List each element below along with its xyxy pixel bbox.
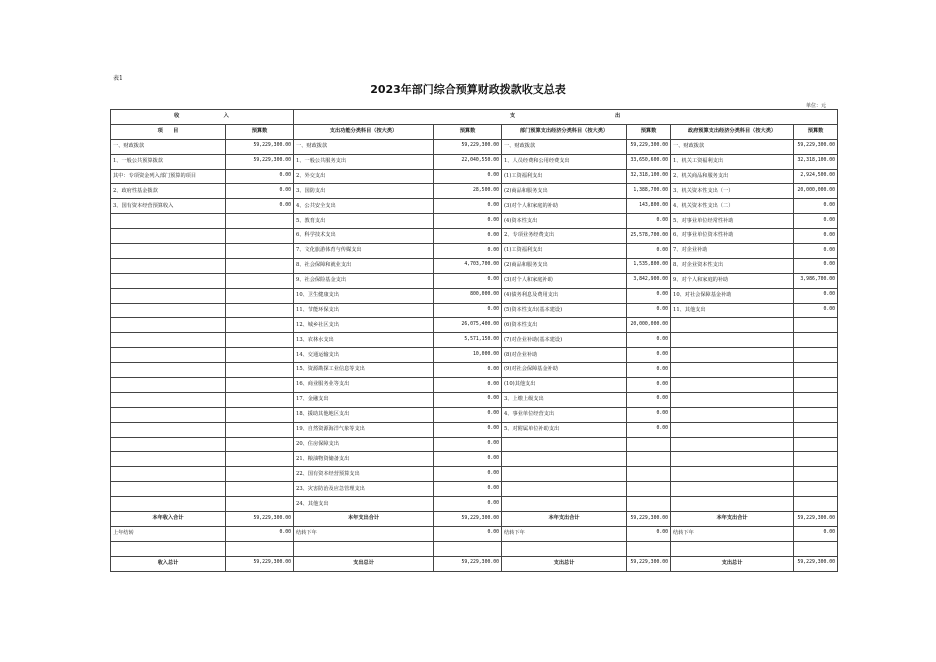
table-cell: 800,000.00	[434, 288, 502, 303]
table-cell: (7)对企业补助(基本建设)	[502, 333, 627, 348]
table-cell	[111, 392, 226, 407]
table-cell	[671, 348, 794, 363]
table-cell: 59,229,300.00	[434, 139, 502, 154]
table-cell: 0.00	[794, 244, 838, 259]
table-cell: 11、其他支出	[671, 303, 794, 318]
table-cell	[226, 348, 294, 363]
table-cell: 3,986,700.00	[794, 273, 838, 288]
table-cell: 0.00	[794, 303, 838, 318]
table-cell: 0.00	[794, 199, 838, 214]
table-row	[111, 184, 838, 199]
gov-econ-class-header: 政府预算支出经济分类科目（按大类）	[671, 124, 794, 139]
table-cell: 0.00	[434, 437, 502, 452]
table-cell	[226, 363, 294, 378]
table-row	[111, 199, 838, 214]
table-cell	[111, 363, 226, 378]
table-cell	[671, 422, 794, 437]
table-cell: 9、社会保险基金支出	[294, 273, 434, 288]
table-cell: 0.00	[434, 497, 502, 512]
table-cell: 本年支出合计	[294, 512, 434, 527]
table-cell	[794, 452, 838, 467]
table-cell: 0.00	[434, 229, 502, 244]
table-cell: 23、灾害防治及应急管理支出	[294, 482, 434, 497]
table-cell	[226, 244, 294, 259]
table-cell: 3、国防支出	[294, 184, 434, 199]
table-cell: 0.00	[627, 244, 671, 259]
table-cell: 0.00	[434, 422, 502, 437]
table-cell	[627, 482, 671, 497]
table-cell: 0.00	[627, 407, 671, 422]
table-cell	[111, 303, 226, 318]
expense-header: 支 出	[294, 110, 838, 125]
table-cell: 2,924,500.00	[794, 169, 838, 184]
table-cell: 26,075,400.00	[434, 318, 502, 333]
budget-header: 预算数	[627, 124, 671, 139]
table-cell: 28,500.00	[434, 184, 502, 199]
table-row	[111, 214, 838, 229]
table-cell	[794, 348, 838, 363]
table-cell: 59,229,300.00	[794, 556, 838, 571]
totals-year-row	[111, 512, 838, 527]
table-cell	[794, 378, 838, 393]
table-cell: 结转下年	[294, 526, 434, 541]
table-cell: 0.00	[434, 392, 502, 407]
table-cell	[111, 452, 226, 467]
table-cell: (2)商品和服务支出	[502, 184, 627, 199]
table-cell: 5、对附属单位补助支出	[502, 422, 627, 437]
table-row	[111, 244, 838, 259]
table-cell: 24、其他支出	[294, 497, 434, 512]
table-cell: 21、粮油物资储备支出	[294, 452, 434, 467]
table-row	[111, 318, 838, 333]
table-cell: 0.00	[627, 303, 671, 318]
table-cell: 0.00	[434, 214, 502, 229]
table-cell	[111, 467, 226, 482]
grand-total-row	[111, 556, 838, 571]
table-cell: 3、国有资本经营预算收入	[111, 199, 226, 214]
table-cell: (1)工资福利支出	[502, 244, 627, 259]
table-cell	[226, 273, 294, 288]
table-cell: 20,000,000.00	[794, 184, 838, 199]
table-cell: 5,571,150.00	[434, 333, 502, 348]
table-cell: 0.00	[794, 526, 838, 541]
table-cell: 1,535,800.00	[627, 258, 671, 273]
table-cell	[111, 437, 226, 452]
table-cell: 0.00	[434, 482, 502, 497]
table-cell: 0.00	[794, 258, 838, 273]
table-cell	[226, 407, 294, 422]
table-cell: 其中：专项资金列入部门预算的项目	[111, 169, 226, 184]
table-cell	[111, 258, 226, 273]
table-cell: 20、住房保障支出	[294, 437, 434, 452]
table-cell: 2、机关商品和服务支出	[671, 169, 794, 184]
table-cell	[794, 363, 838, 378]
budget-summary-table	[110, 109, 838, 572]
table-cell: 4、公共安全支出	[294, 199, 434, 214]
table-cell: 0.00	[434, 303, 502, 318]
table-cell: 0.00	[627, 422, 671, 437]
table-cell: (10)其他支出	[502, 378, 627, 393]
table-cell: 7、文化旅游体育与传媒支出	[294, 244, 434, 259]
table-cell	[794, 392, 838, 407]
table-cell: 一、财政拨款	[671, 139, 794, 154]
table-cell: 19、自然资源海洋气象等支出	[294, 422, 434, 437]
table-cell	[111, 482, 226, 497]
table-cell	[226, 452, 294, 467]
table-cell	[226, 392, 294, 407]
table-cell	[111, 244, 226, 259]
table-row	[111, 288, 838, 303]
table-cell	[111, 273, 226, 288]
table-row	[111, 467, 838, 482]
table-cell: 25,578,700.00	[627, 229, 671, 244]
table-cell	[502, 437, 627, 452]
page-title: 2023年部门综合预算财政拨款收支总表	[370, 83, 566, 96]
table-row	[111, 348, 838, 363]
table-cell: 3、上缴上级支出	[502, 392, 627, 407]
table-cell: 6、对事业单位资本性补助	[671, 229, 794, 244]
table-cell	[671, 363, 794, 378]
table-cell: 59,229,300.00	[794, 139, 838, 154]
table-cell	[502, 497, 627, 512]
table-cell: (1)工资福利支出	[502, 169, 627, 184]
table-cell: 20,000,000.00	[627, 318, 671, 333]
table-row	[111, 392, 838, 407]
table-cell: 10、对社会保障基金补助	[671, 288, 794, 303]
table-cell: 0.00	[794, 229, 838, 244]
table-cell: 4,703,700.00	[434, 258, 502, 273]
table-cell	[111, 348, 226, 363]
table-cell: 8、对企业资本性支出	[671, 258, 794, 273]
table-cell: 1,388,700.00	[627, 184, 671, 199]
table-row	[111, 452, 838, 467]
table-cell	[627, 467, 671, 482]
table-row	[111, 437, 838, 452]
table-cell: 59,229,300.00	[627, 139, 671, 154]
table-row	[111, 482, 838, 497]
table-cell	[671, 392, 794, 407]
table-cell	[627, 437, 671, 452]
table-cell	[111, 333, 226, 348]
table-cell: 0.00	[794, 288, 838, 303]
table-cell	[226, 333, 294, 348]
table-row	[111, 378, 838, 393]
table-cell	[111, 422, 226, 437]
income-header: 收 入	[111, 110, 294, 125]
table-cell	[502, 482, 627, 497]
table-cell	[226, 214, 294, 229]
table-cell: 32,318,100.00	[627, 169, 671, 184]
table-cell: 8、社会保障和就业支出	[294, 258, 434, 273]
table-cell: 0.00	[226, 526, 294, 541]
table-cell: 59,229,300.00	[434, 512, 502, 527]
table-cell: 0.00	[627, 288, 671, 303]
table-cell: 3,842,900.00	[627, 273, 671, 288]
table-row	[111, 169, 838, 184]
table-cell	[226, 497, 294, 512]
table-cell: 0.00	[434, 467, 502, 482]
budget-header: 预算数	[794, 124, 838, 139]
table-cell	[111, 378, 226, 393]
table-cell: 59,229,300.00	[627, 512, 671, 527]
table-cell: 上年结转	[111, 526, 226, 541]
table-cell: 0.00	[434, 378, 502, 393]
table-cell: 1、一般公共预算拨款	[111, 154, 226, 169]
table-cell: 12、城乡社区支出	[294, 318, 434, 333]
table-cell	[226, 318, 294, 333]
table-cell: 6、科学技术支出	[294, 229, 434, 244]
table-cell: 0.00	[627, 348, 671, 363]
table-cell: 一、财政拨款	[294, 139, 434, 154]
table-cell	[111, 407, 226, 422]
table-cell: 0.00	[627, 333, 671, 348]
table-cell	[671, 482, 794, 497]
table-cell: 143,800.00	[627, 199, 671, 214]
budget-header: 预算数	[434, 124, 502, 139]
table-cell: 2、政府性基金拨款	[111, 184, 226, 199]
table-cell: 59,229,300.00	[226, 154, 294, 169]
table-cell: 0.00	[434, 526, 502, 541]
table-cell	[226, 467, 294, 482]
table-cell	[671, 452, 794, 467]
table-cell	[794, 437, 838, 452]
table-cell: 本年收入合计	[111, 512, 226, 527]
table-cell: 0.00	[627, 363, 671, 378]
dept-econ-class-header: 部门预算支出经济分类科目（按大类）	[502, 124, 627, 139]
table-cell	[671, 318, 794, 333]
table-cell: 11、节能环保支出	[294, 303, 434, 318]
table-cell	[794, 467, 838, 482]
table-cell: 15、资源勘探工业信息等支出	[294, 363, 434, 378]
table-cell: (8)对企业补助	[502, 348, 627, 363]
table-cell: 支出总计	[502, 556, 627, 571]
blank-row	[111, 541, 838, 556]
table-cell	[794, 422, 838, 437]
table-cell: 0.00	[434, 273, 502, 288]
table-cell: 一、财政拨款	[502, 139, 627, 154]
table-row	[111, 154, 838, 169]
table-cell: 33,650,600.00	[627, 154, 671, 169]
table-number: 表1	[113, 75, 123, 82]
table-row	[111, 497, 838, 512]
table-cell: 10、卫生健康支出	[294, 288, 434, 303]
table-cell: 0.00	[627, 214, 671, 229]
table-cell	[794, 482, 838, 497]
table-cell: (3)对个人和家庭的补助	[502, 199, 627, 214]
table-cell: 22、国有资本经营预算支出	[294, 467, 434, 482]
table-cell: (4)债务利息及费用支出	[502, 288, 627, 303]
table-cell: 0.00	[226, 169, 294, 184]
table-cell: 9、对个人和家庭的补助	[671, 273, 794, 288]
table-cell: 0.00	[434, 169, 502, 184]
table-cell: 16、商业服务业等支出	[294, 378, 434, 393]
table-cell	[671, 437, 794, 452]
table-cell: 1、人员经费和公用经费支出	[502, 154, 627, 169]
table-cell: 4、事业单位经营支出	[502, 407, 627, 422]
table-cell	[671, 378, 794, 393]
table-cell	[226, 422, 294, 437]
table-cell: 0.00	[627, 526, 671, 541]
func-class-header: 支出功能分类科目（按大类）	[294, 124, 434, 139]
table-cell: (4)资本性支出	[502, 214, 627, 229]
table-cell	[226, 258, 294, 273]
table-row	[111, 258, 838, 273]
table-cell	[226, 437, 294, 452]
table-row	[111, 363, 838, 378]
table-cell	[111, 288, 226, 303]
table-row	[111, 407, 838, 422]
table-cell: 2、专项业务经费支出	[502, 229, 627, 244]
table-cell: 7、对企业补助	[671, 244, 794, 259]
table-row	[111, 333, 838, 348]
table-row	[111, 139, 838, 154]
table-cell: (9)对社会保障基金补助	[502, 363, 627, 378]
table-cell: 0.00	[434, 407, 502, 422]
table-cell: 17、金融支出	[294, 392, 434, 407]
table-cell: (3)对个人和家庭补助	[502, 273, 627, 288]
table-cell	[111, 497, 226, 512]
table-cell: 59,229,300.00	[627, 556, 671, 571]
table-cell: 3、机关资本性支出（一）	[671, 184, 794, 199]
table-cell: 22,040,550.00	[434, 154, 502, 169]
table-cell	[226, 378, 294, 393]
table-cell: 18、援助其他地区支出	[294, 407, 434, 422]
unit-label: 单位：元	[805, 103, 826, 109]
table-cell: 0.00	[434, 452, 502, 467]
table-cell: 1、机关工资福利支出	[671, 154, 794, 169]
table-cell	[226, 303, 294, 318]
table-cell: 59,229,300.00	[226, 556, 294, 571]
table-cell	[794, 407, 838, 422]
table-cell	[111, 318, 226, 333]
table-cell: 32,318,100.00	[794, 154, 838, 169]
table-cell	[671, 407, 794, 422]
table-cell: 支出总计	[671, 556, 794, 571]
table-cell	[627, 497, 671, 512]
table-cell: 14、交通运输支出	[294, 348, 434, 363]
table-cell	[671, 333, 794, 348]
table-cell: (6)资本性支出	[502, 318, 627, 333]
budget-header: 预算数	[226, 124, 294, 139]
table-cell	[671, 497, 794, 512]
table-cell: 结转下年	[671, 526, 794, 541]
table-row	[111, 303, 838, 318]
table-cell	[502, 467, 627, 482]
table-row	[111, 229, 838, 244]
table-cell: 10,000.00	[434, 348, 502, 363]
table-cell: (5)资本性支出(基本建设)	[502, 303, 627, 318]
table-cell	[794, 333, 838, 348]
table-cell	[502, 452, 627, 467]
carry-row	[111, 526, 838, 541]
table-cell: 0.00	[794, 214, 838, 229]
table-cell: 支出总计	[294, 556, 434, 571]
table-cell	[111, 214, 226, 229]
table-cell: 0.00	[627, 378, 671, 393]
table-cell: 1、一般公共服务支出	[294, 154, 434, 169]
table-cell	[226, 288, 294, 303]
table-cell: 5、对事业单位经常性补助	[671, 214, 794, 229]
table-cell: 0.00	[434, 363, 502, 378]
table-cell: 本年支出合计	[671, 512, 794, 527]
table-cell: 59,229,300.00	[226, 139, 294, 154]
table-cell: 0.00	[226, 184, 294, 199]
table-cell	[794, 318, 838, 333]
table-cell	[627, 452, 671, 467]
table-cell: (2)商品和服务支出	[502, 258, 627, 273]
table-cell	[226, 482, 294, 497]
table-cell: 0.00	[434, 244, 502, 259]
table-cell	[226, 229, 294, 244]
table-cell	[794, 497, 838, 512]
table-row	[111, 422, 838, 437]
table-cell: 59,229,300.00	[434, 556, 502, 571]
table-cell: 5、教育支出	[294, 214, 434, 229]
table-cell: 59,229,300.00	[794, 512, 838, 527]
item-header: 项 目	[111, 124, 226, 139]
table-row	[111, 273, 838, 288]
table-cell: 结转下年	[502, 526, 627, 541]
table-cell: 本年支出合计	[502, 512, 627, 527]
table-cell	[111, 229, 226, 244]
table-cell: 0.00	[434, 199, 502, 214]
table-cell: 收入总计	[111, 556, 226, 571]
table-cell: 0.00	[627, 392, 671, 407]
table-cell	[671, 467, 794, 482]
table-cell: 一、财政拨款	[111, 139, 226, 154]
table-cell: 13、农林水支出	[294, 333, 434, 348]
table-cell: 4、机关资本性支出（二）	[671, 199, 794, 214]
table-cell: 2、外交支出	[294, 169, 434, 184]
table-cell: 59,229,300.00	[226, 512, 294, 527]
table-cell: 0.00	[226, 199, 294, 214]
